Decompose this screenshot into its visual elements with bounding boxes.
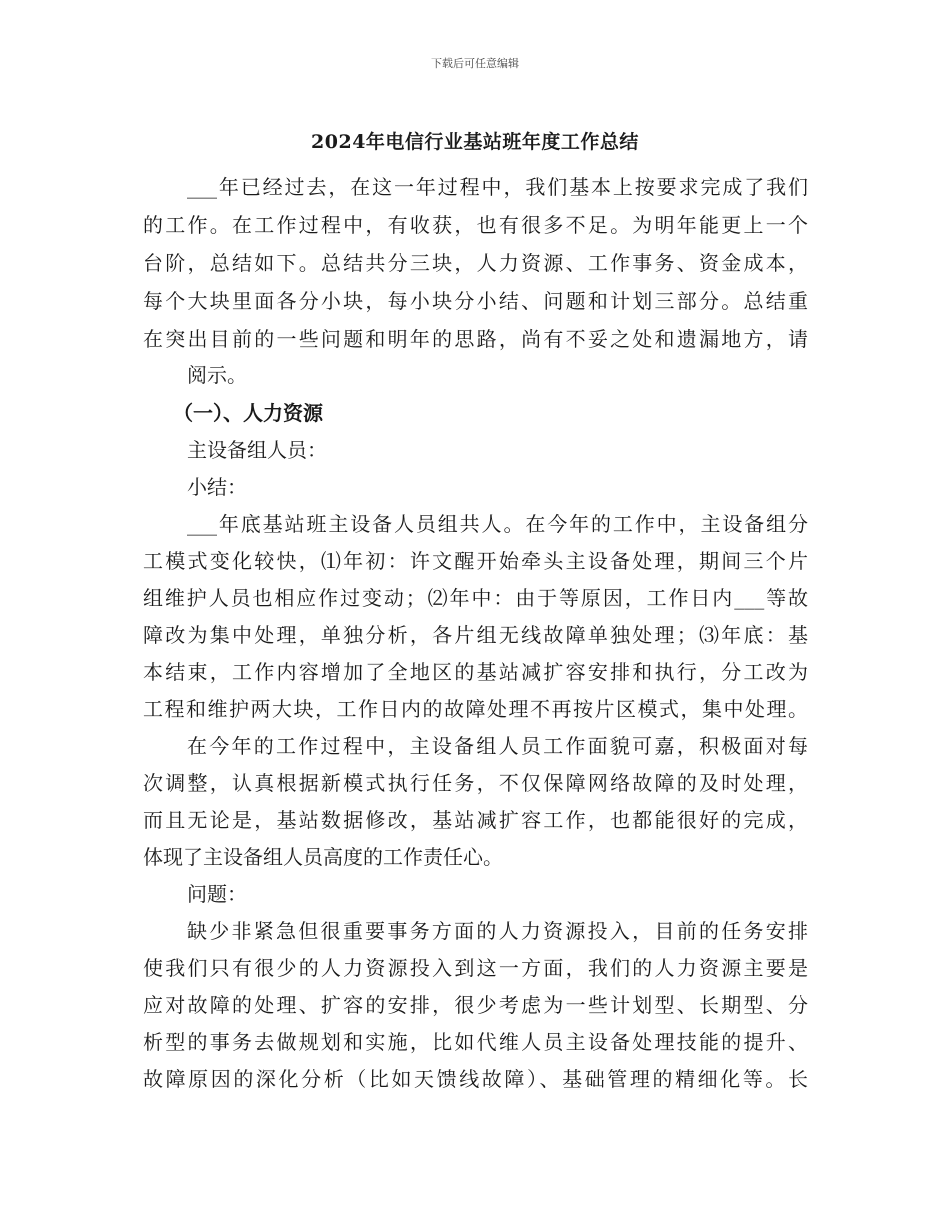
paragraph-line: 台阶，总结如下。总结共分三块，人力资源、工作事务、资金成本， [143,251,808,275]
paragraph-line: 障改为集中处理，单独分析，各片组无线故障单独处理；⑶年底：基 [143,623,808,647]
paragraph-line: 应对故障的处理、扩容的安排，很少考虑为一些计划型、长期型、分 [143,993,808,1017]
paragraph-line: ___年已经过去，在这一年过程中，我们基本上按要求完成了我们 [187,175,808,199]
document-title: 2024年电信行业基站班年度工作总结 [311,131,639,153]
paragraph-line: ___年底基站班主设备人员组共人。在今年的工作中，主设备组分 [187,512,808,536]
paragraph-line: 在今年的工作过程中，主设备组人员工作面貌可嘉，积极面对每 [187,734,808,758]
paragraph-line: 组维护人员也相应作过变动；⑵年中：由于等原因，工作日内___等故 [143,586,808,610]
paragraph-line: 在突出目前的一些问题和明年的思路，尚有不妥之处和遗漏地方，请 [143,327,808,351]
subheading: 问题： [187,882,247,906]
paragraph-line: 缺少非紧急但很重要事务方面的人力资源投入，目前的任务安排 [187,919,808,943]
paragraph-line: 工模式变化较快，⑴年初：许文醒开始牵头主设备处理，期间三个片 [143,549,808,573]
paragraph-line: 阅示。 [187,363,247,387]
subheading: 主设备组人员： [187,438,327,462]
paragraph-line: 每个大块里面各分小块，每小块分小结、问题和计划三部分。总结重 [143,289,808,313]
paragraph-line: 工程和维护两大块，工作日内的故障处理不再按片区模式，集中处理。 [143,697,808,721]
header-note: 下载后可任意编辑 [431,57,519,70]
paragraph-line: 的工作。在工作过程中，有收获，也有很多不足。为明年能更上一个 [143,213,808,237]
subheading: 小结： [187,475,247,499]
paragraph-line: 使我们只有很少的人力资源投入到这一方面，我们的人力资源主要是 [143,956,808,980]
paragraph-line: 故障原因的深化分析（比如天馈线故障）、基础管理的精细化等。长 [143,1067,808,1091]
paragraph-line: 析型的事务去做规划和实施，比如代维人员主设备处理技能的提升、 [143,1030,808,1054]
paragraph-line: 本结束，工作内容增加了全地区的基站减扩容安排和执行，分工改为 [143,660,808,684]
paragraph-line: 次调整，认真根据新模式执行任务，不仅保障网络故障的及时处理， [143,771,808,795]
section-heading: （一）、人力资源 [173,401,323,425]
paragraph-line: 而且无论是，基站数据修改，基站减扩容工作，也都能很好的完成， [143,808,808,832]
paragraph-line: 体现了主设备组人员高度的工作责任心。 [143,845,503,869]
